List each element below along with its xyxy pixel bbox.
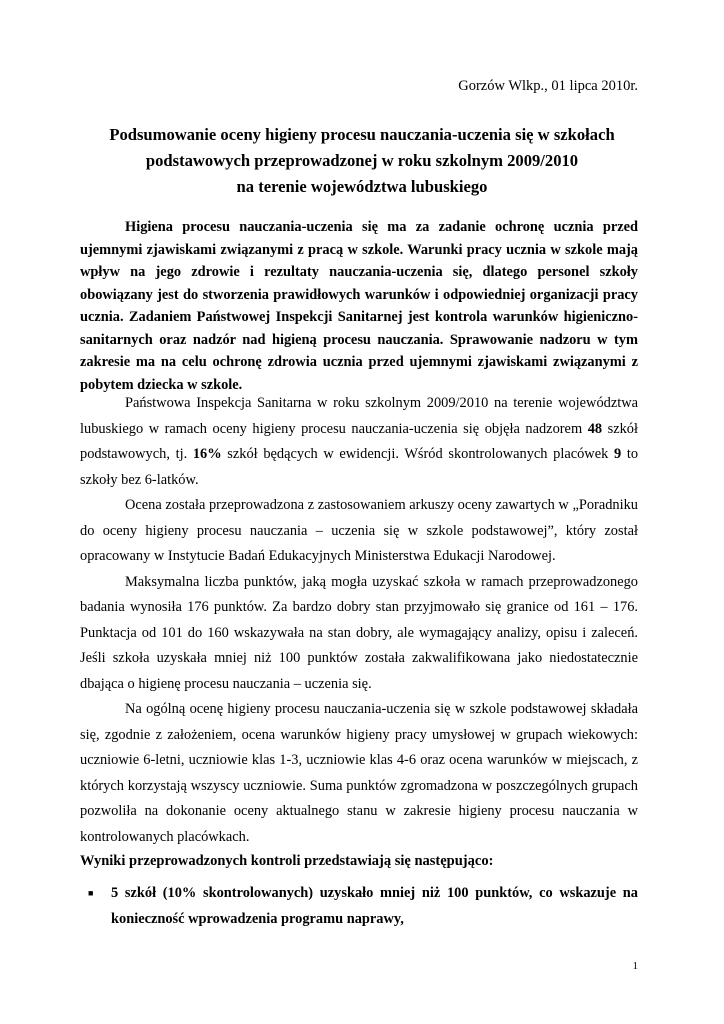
paragraph-method: Ocena została przeprowadzona z zastosowaniem arkuszy oceny zawartych w „Poradniku do oceny higieny procesu nauczania – uczenia się w szkole podstawowej”, który został opracowany w Instytucie Badań Edukacyjnych Ministerstwa Edukacji Narodowej. — [80, 497, 638, 564]
paragraph-coverage-part4: to szkoły bez 6-latków. — [80, 446, 639, 488]
paragraph-scoring: Maksymalna liczba punktów, jaką mogła uzyskać szkoła w ramach przeprowadzonego badania wynosiła 176 punktów. Za bardzo dobry stan przyjmowało się granice od 161 – 176. Punktacja od 101 do 160 wskazywała na stan dobry, ale wymagający analizy, opisu i zaleceń. Jeśli szkoła uzyskała mniej niż 100 punktów została zakwalifikowana jako niedostatecznie dbająca o higienę procesu nauczania – uczenia się. — [80, 573, 638, 692]
intro-paragraph-block — [80, 216, 638, 396]
schools-count: 48 — [587, 420, 603, 437]
title-line-2: podstawowych przeprowadzonej w roku szkolnym 2009/2010 — [145, 151, 579, 170]
list-item — [80, 880, 638, 932]
title-line-1: Podsumowanie oceny higieny procesu nauczania-uczenia się w szkołach — [109, 125, 615, 144]
paragraph-coverage-part3: szkół będących w ewidencji. Wśród skontrolowanych placówek — [221, 446, 614, 462]
paragraph-coverage-part2: szkół podstawowych, tj. — [80, 420, 638, 462]
list-item-text: 5 szkół (10% skontrolowanych) uzyskało mniej niż 100 punktów, co wskazuje na konieczność wprowadzenia programu naprawy, — [111, 885, 638, 927]
schools-without-6yo-count: 9 — [613, 446, 622, 462]
results-heading: Wyniki przeprowadzonych kontroli przedstawiają się następująco: — [80, 853, 494, 869]
page-number: 1 — [632, 960, 638, 972]
square-bullet-icon: ■ — [88, 888, 94, 898]
document-title — [80, 122, 644, 200]
document-date: Gorzów Wlkp., 01 lipca 2010r. — [458, 78, 638, 94]
paragraph-evaluation: Na ogólną ocenę higieny procesu nauczania-uczenia się w szkole podstawowej składała się, zgodnie z założeniem, ocena warunków higieny pracy umysłowej w grupach wiekowych: uczniowie 6-letni, uczniowie klas 1-3, uczniowie klas 4-6 oraz ocena warunków w miejscach, z których korzystają wszyscy uczniowie. Suma punktów zgromadzona w poszczególnych grupach pozwoliła na dokonanie oceny aktualnego stanu w zakresie higieny procesu nauczania w kontrolowanych placówkach. — [80, 701, 638, 845]
paragraph-coverage-part1: Państwowa Inspekcja Sanitarna w roku szkolnym 2009/2010 na terenie województwa lubuskiego w ramach oceny higieny procesu nauczania-uczenia się objęła nadzorem — [80, 395, 638, 437]
intro-paragraph: Higiena procesu nauczania-uczenia się ma za zadanie ochronę ucznia przed ujemnymi zjawiskami związanymi z pracą w szkole. Warunki pracy ucznia w szkole mają wpływ na jego zdrowie i rezultaty nauczania-uczenia się, dlatego personel szkoły obowiązany jest do stworzenia prawidłowych warunków i odpowiedniej organizacji pracy ucznia. Zadaniem Państwowej Inspekcji Sanitarnej jest kontrola warunków higieniczno-sanitarnych oraz nadzór nad higieną procesu nauczania. Sprawowanie nadzoru w tym zakresie ma na celu ochronę zdrowia ucznia przed ujemnymi zjawiskami związanymi z pobytem dziecka w szkole. — [80, 219, 638, 393]
schools-percent: 16% — [192, 446, 222, 462]
paragraph-coverage — [80, 391, 638, 493]
body-text — [80, 391, 638, 850]
title-line-3: na terenie województwa lubuskiego — [236, 177, 488, 196]
